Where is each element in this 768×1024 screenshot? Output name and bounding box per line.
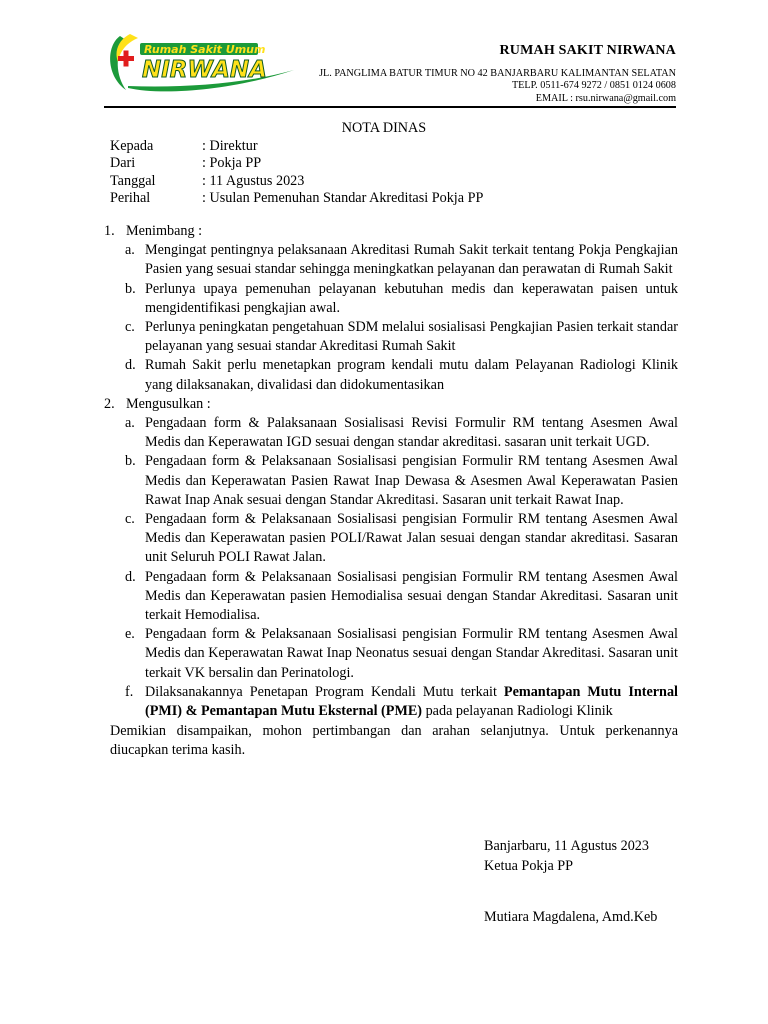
item-letter: f.	[125, 683, 134, 700]
item-letter: a.	[125, 415, 135, 432]
list-item	[125, 356, 678, 394]
closing-paragraph: Demikian disampaikan, mohon pertimbangan dan arahan selanjutnya. Untuk perkenannya diucapkan terima kasih.	[110, 723, 678, 759]
meta-row-kepada	[110, 138, 483, 155]
item-text-bold: Pemantapan Mutu Internal (PMI) & Pemantapan Mutu Eksternal (PME)	[145, 683, 678, 720]
list-item	[125, 414, 678, 452]
item-letter: b.	[125, 280, 136, 297]
meta-value: : 11 Agustus 2023	[202, 172, 305, 189]
header-divider	[104, 106, 676, 108]
item-letter: d.	[125, 357, 136, 374]
signer-name: Mutiara Magdalena, Amd.Keb	[484, 909, 658, 925]
meta-key: Dari	[110, 155, 136, 172]
logo-line1: Rumah Sakit Umum	[144, 43, 266, 56]
item-text: Mengingat pentingnya pelaksanaan Akreditasi Rumah Sakit terkait tentang Pokja Pengkajian Pasien yang sesuai standar sehingga meningkatkan pelayanan dan perawatan di Rumah Sakit	[145, 242, 678, 278]
section-heading-menimbang	[104, 222, 678, 241]
meta-row-perihal	[110, 190, 483, 207]
item-text: Pengadaan form & Pelaksanaan Sosialisasi pengisian Formulir RM tentang Asesmen Awal Medis dan Keperawatan Pasien Rawat Inap Dewasa & Asesmen Awal Keperawatan Pasien Rawat Inap Anak sesuai dengan Standar Akreditasi. Sasaran unit terkait Rawat Inap.	[145, 453, 678, 508]
meta-row-tanggal	[110, 173, 483, 190]
meta-value: : Pokja PP	[202, 155, 262, 172]
memo-body	[104, 222, 678, 761]
item-text: Pengadaan form & Pelaksanaan Sosialisasi pengisian Formulir RM tentang Asesmen Awal Medis dan Keperawatan pasien POLI/Rawat Jalan sesuai dengan standar akreditasi. Sasaran unit Seluruh POLI Rawat Jalan.	[145, 511, 678, 566]
section-heading: Mengusulkan :	[126, 395, 211, 412]
item-letter: e.	[125, 626, 135, 643]
list-item	[125, 568, 678, 626]
list-item	[125, 280, 678, 318]
list-item	[125, 318, 678, 356]
signature-block	[484, 836, 649, 876]
item-text-post: pada pelayanan Radiologi Klinik	[422, 703, 613, 720]
memo-meta	[110, 138, 483, 208]
list-item	[125, 510, 678, 568]
hospital-phone: TELP. 0511-674 9272 / 0851 0124 0608	[511, 80, 676, 92]
section-items-menimbang	[104, 241, 678, 395]
sign-place-date: Banjarbaru, 11 Agustus 2023	[484, 838, 649, 854]
hospital-name: RUMAH SAKIT NIRWANA	[499, 43, 676, 58]
section-number: 2.	[104, 395, 115, 412]
section-heading: Menimbang :	[126, 223, 203, 239]
meta-key: Perihal	[110, 190, 151, 207]
hospital-address: JL. PANGLIMA BATUR TIMUR NO 42 BANJARBARU KALIMANTAN SELATAN	[319, 68, 676, 79]
list-item	[125, 452, 678, 510]
meta-value: : Usulan Pemenuhan Standar Akreditasi Pokja PP	[202, 190, 484, 207]
item-text: Pengadaan form & Pelaksanaan Sosialisasi pengisian Formulir RM tentang Asesmen Awal Medis dan Keperawatan Rawat Inap Neonatus sesuai dengan Standar Akreditasi. Sasaran unit terkait VK bersalin dan Perinatologi.	[145, 626, 678, 681]
section-heading-mengusulkan	[104, 395, 678, 414]
list-item	[125, 625, 678, 683]
item-text: Pengadaan form & Pelaksanaan Sosialisasi pengisian Formulir RM tentang Asesmen Awal Medis dan Keperawatan pasien Hemodialisa sesuai dengan Standar Akreditasi. Sasaran unit terkait Hemodialisa.	[145, 568, 678, 624]
meta-key: Tanggal	[110, 172, 156, 189]
item-letter: c.	[125, 511, 135, 528]
meta-row-dari	[110, 155, 483, 172]
item-text: Perlunya upaya pemenuhan pelayanan kebutuhan medis dan keperawatan paisen untuk mengidentifikasi pengkajian awal.	[145, 280, 678, 316]
hospital-email: EMAIL : rsu.nirwana@gmail.com	[535, 92, 676, 104]
meta-key: Kepada	[110, 138, 154, 154]
list-item	[125, 241, 678, 279]
section-items-mengusulkan	[104, 414, 678, 721]
item-text: Perlunya peningkatan pengetahuan SDM melalui sosialisasi Pengkajian Pasien terkait standar pelayanan yang sesuai standar Akreditasi Rumah Sakit	[145, 319, 678, 355]
item-letter: d.	[125, 568, 136, 585]
item-letter: a.	[125, 242, 135, 259]
list-item	[125, 683, 678, 721]
item-text: Pengadaan form & Palaksanaan Sosialisasi Revisi Formulir RM tentang Asesmen Awal Medis dan Keperawatan IGD sesuai dengan standar akreditasi. sasaran unit terkait UGD.	[145, 415, 678, 451]
logo-line2: NIRWANA	[142, 57, 267, 83]
item-letter: c.	[125, 319, 135, 336]
item-text-pre: Dilaksanakannya Penetapan Program Kendali Mutu terkait	[145, 683, 504, 700]
item-text: Rumah Sakit perlu menetapkan program kendali mutu dalam Pelayanan Radiologi Klinik yang dilaksanakan, divalidasi dan didokumentasikan	[145, 357, 678, 393]
document-title: NOTA DINAS	[341, 120, 427, 136]
item-letter: b.	[125, 453, 136, 470]
sign-position: Ketua Pokja PP	[484, 858, 574, 874]
meta-value: : Direktur	[202, 138, 258, 154]
section-number: 1.	[104, 223, 115, 239]
hospital-contact	[319, 68, 676, 105]
hospital-logo	[104, 30, 298, 98]
item-text	[145, 683, 678, 721]
